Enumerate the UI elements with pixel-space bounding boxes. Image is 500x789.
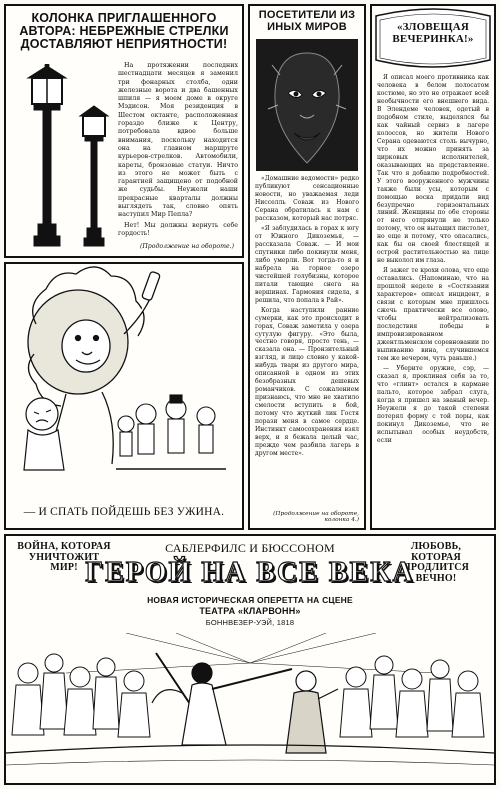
party-column-headline: «ЗЛОВЕЩАЯ ВЕЧЕРИНКА!» [392,21,474,45]
guest-column-text [118,62,238,240]
heroine-figure [152,663,292,745]
left-tagline: ВОЙНА, КОТОРАЯ УНИЧТОЖИТ МИР! [17,541,111,573]
child-figure [24,398,64,470]
right-crowd [340,656,484,737]
guest-column-headline: КОЛОНКА ПРИГЛАШЕННОГО АВТОРА: НЕБРЕЖНЫЕ СТРЕЛКИ ДОСТАВЛЯЮТ НЕПРИЯТНОСТИ! [19,11,229,52]
party-paragraph-2: Я зажег те крохи олова, что еще оставались. (Напоминаю, что на прошлой неделе в «Состязании характеров» описал инцидент, в связи с которым мне пришлось сжечь практически все олово, чтобы нейтрализовать последствия победы в импровизированном джентльменском соревновании по выпиванию вина, случившемся тем же вечером, чуть раньше.) [377,267,489,362]
guest-column-body-2: Нет! Мы должны вернуть себе гордость! [118,221,238,237]
party-column-text [372,72,494,445]
operetta-subtitle-1: НОВАЯ ИСТОРИЧЕСКАЯ ОПЕРЕТТА НА СЦЕНЕ [147,595,353,605]
operetta-date: БОННВЕЗЕР-УЭЙ, 1818 [205,618,295,627]
raised-arm [124,271,160,334]
visitors-paragraph-2: «Я заблудилась в горах к югу от Южного Дикоземья, — рассказала Соваж. — И мои спутники либо покинули меня, либо умерли. Вот тогда-то я и набрела на горное озеро чистейшей голубизны, которое питали тающие снега на вершинах. Гармония сидела, я решила, что попала в Рай». [255,224,359,304]
left-crowd [12,653,196,737]
operetta-authors: САБЛЕРФИЛС И БЮССОНОМ [165,541,335,555]
visitors-paragraph-1: «Домашние ведомости» редко публикуют сенсационные новости, но уважаемая леди Нисселль Соваж из Нового Серана обратилась к нам с рассказом, который нас потряс. [255,175,359,222]
battle-scene-illustration [6,633,494,783]
operetta-subtitle-2: ТЕАТРА «КЛАРВОНН» [199,606,301,616]
visitors-column-headline: ПОСЕТИТЕЛИ ИЗ ИНЫХ МИРОВ [258,9,356,33]
guest-column-panel [4,4,244,258]
operetta-title: ГЕРОЙ НА ВСЕ ВЕКА [85,557,415,588]
creature-illustration [250,35,364,175]
lamppost-illustration [10,64,120,254]
tall-lamppost [28,64,66,246]
hero-figure [286,671,338,753]
ground-line [6,745,494,753]
operetta-ad-panel [4,534,496,785]
short-lamppost [80,106,108,246]
visitors-paragraph-3: Когда наступили ранние сумерки, как это происходит в горах, Соваж заметила у озера сутулую фигуру. «Это была, честно говоря, просто тень, — сказала она. — Пронзительный взгляд, и лицо словно у какой-нибудь твари из другого мира, описанной в одном из этих безобразных дешевых романчиков. С сожалением признаюсь, что мне не хватило смелости вступить в бой, потому что жуткий лик Гостя порази меня в самое сердце. Инстинкт самосохранения взял верх, и я бежала целый час, прежде чем разбила лагерь в другом месте». [255,306,359,458]
cartoon-panel [4,262,244,530]
visitors-column-continued: (Продолжение на обороте, колонка 4.) [273,511,359,523]
right-tagline: ЛЮБОВЬ, КОТОРАЯ ПРОДЛИТСЯ ВЕЧНО! [402,541,470,584]
visitors-column-text [250,175,364,458]
party-paragraph-3: — Уберите оружие, сэр, — сказал я, проклиная себя за то, что «глинт» остался в кармане пальто, которое забрал слуга, когда я пришел на званый вечер. Неужели я до такой степени потерял форму с той поры, как покинул Дикоземье, что не испытывал особых неудобств, если [377,364,489,444]
party-paragraph-1: Я описал моего противника как человека в белом полосатом костюме, но это не отражает всей необычности его внешнего вида. В Элендеме человек, одетый в подобном стиле, выделялся бы как чайный сервиз в лагере колоссов, но жители Нового Серана одеваются столь вычурно, что их можно принять за цирковых исполнителей, оказывающих на представление. Так что я добавлю подробностей. У этого вооруженного мужчины также были усы, которым с помощью воска придали вид безупречно горизонтальных линий. Женщины по обе стороны от него отпрянули не только потому, что он вытащил пистолет, но еще и потому, что опасались, как бы он своей блестящей и острой растительностью на лице не выколол им глаза. [377,74,489,265]
party-column-panel [370,4,496,530]
guest-column-body: На протяжении последних шестнадцати месяцев я заменил три фонарных столба, одни железные ворота и два башенных шпиля — я моем доме в округе Мэдисон. Моя резиденция в Шестом октанте, расположенная гораздо ближе к Центру, потребовала вдвое больше внимания, поскольку находится она на главном маршруте курьеров-стрелков. Автомобили, кареты, бронзовые статуи. Ничто из этого не может быть с гарантией защищено от подобной же судьбы. Неужели наши прекрасные кварталы должны выглядеть так, словно опять наступил Мир Пепла? [118,62,238,219]
cartoon-illustration [6,264,242,489]
crowd-figures [116,395,226,469]
guest-column-continued: (Продолжение на обороте.) [139,243,234,250]
cartoon-caption: — И СПАТЬ ПОЙДЕШЬ БЕЗ УЖИНА. [23,505,225,518]
visitors-column-panel [248,4,366,530]
